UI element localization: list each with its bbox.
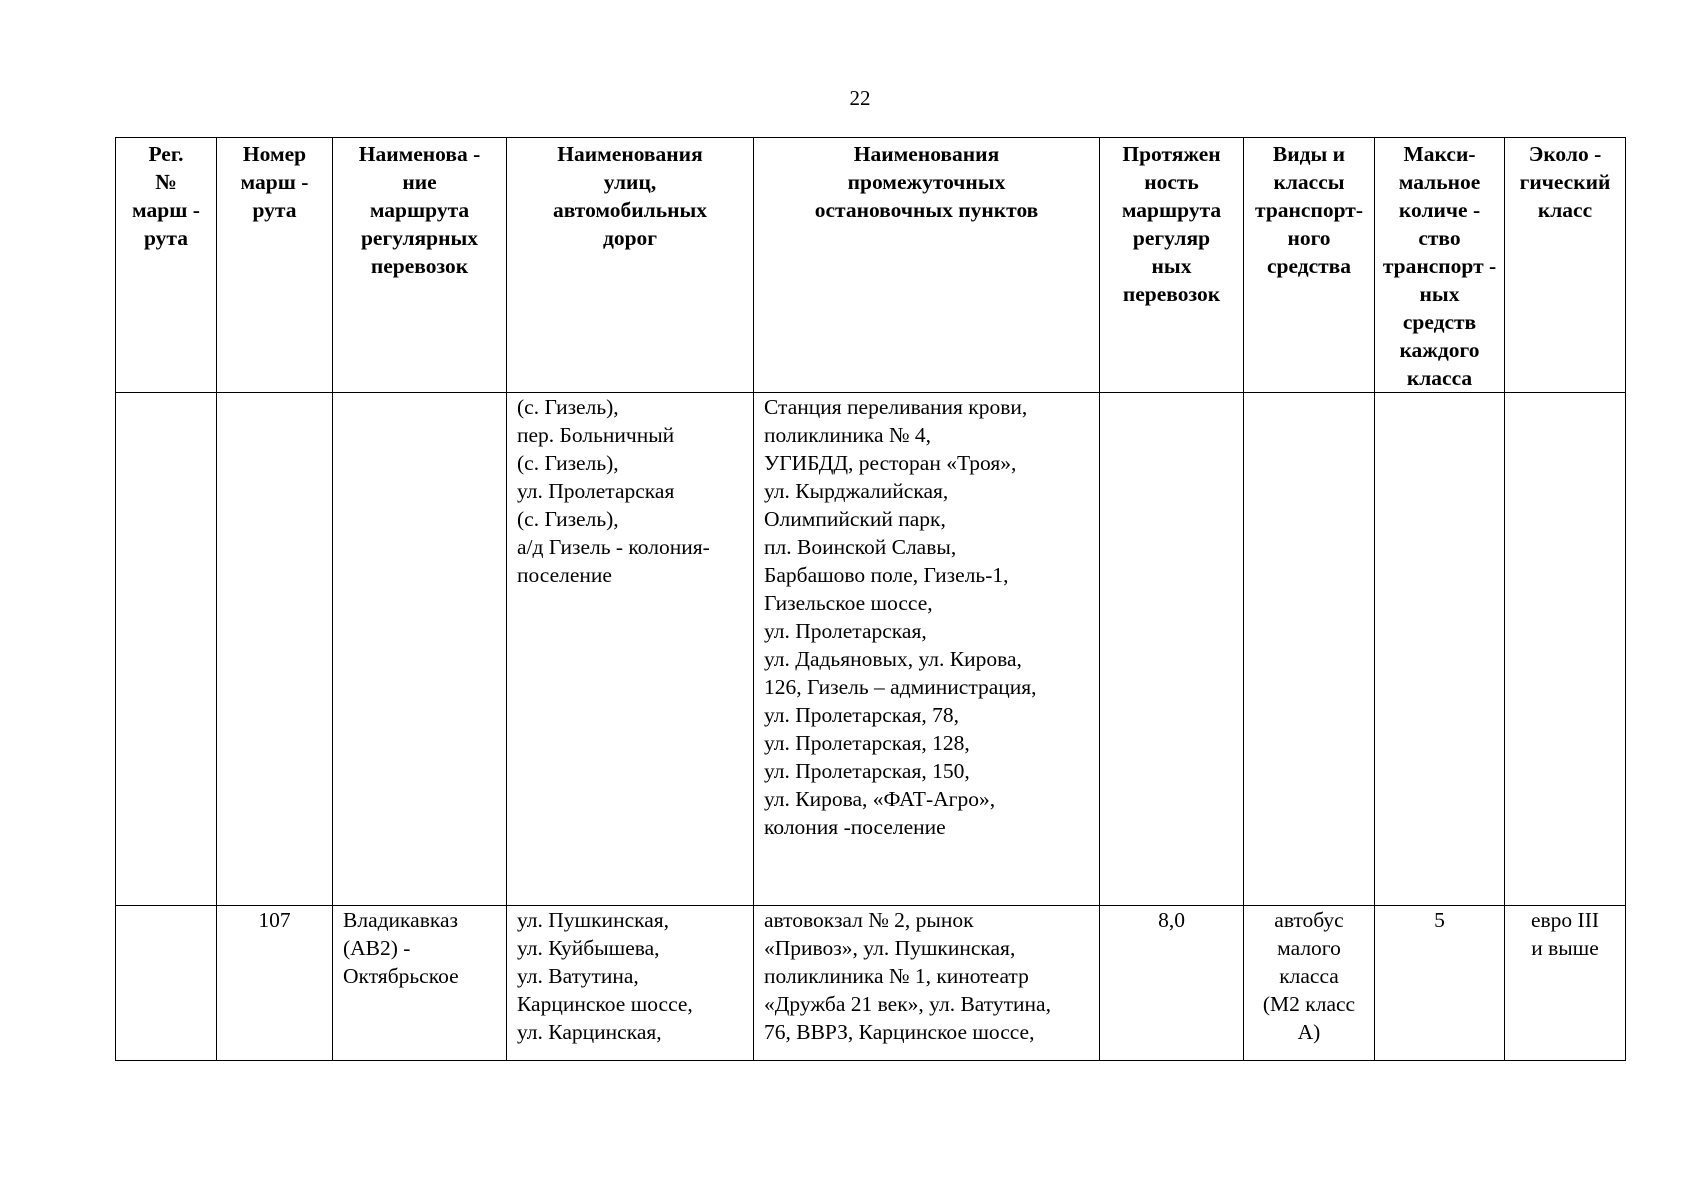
cell-line: количе - xyxy=(1398,198,1481,222)
header-vehicle-type xyxy=(1244,138,1375,393)
cell-line: № xyxy=(155,170,177,194)
cell-line: Барбашово поле, Гизель-1, xyxy=(764,563,1009,587)
cell-line: поселение xyxy=(517,563,612,587)
cell-line: Наименования xyxy=(853,142,1000,166)
table-row xyxy=(116,393,1626,906)
cell-line: каждого xyxy=(1399,338,1480,362)
cell-line: автовокзал № 2, рынок xyxy=(764,908,974,932)
cell-line: пл. Воинской Славы, xyxy=(764,535,957,559)
cell-vehicle-type xyxy=(1244,393,1375,906)
cell-line: Эколо - xyxy=(1528,142,1602,166)
cell-line: марш - xyxy=(240,170,309,194)
cell-line: евро III xyxy=(1530,908,1600,932)
cell-stops xyxy=(754,906,1100,1061)
cell-line: промежуточных xyxy=(847,170,1006,194)
cell-line: Макси- xyxy=(1403,142,1476,166)
cell-line: ул. Пролетарская xyxy=(517,479,675,503)
cell-line: ул. Пролетарская, 128, xyxy=(764,731,970,755)
table-row xyxy=(116,906,1626,1061)
cell-line: маршрута xyxy=(369,198,470,222)
header-max-count xyxy=(1375,138,1505,393)
cell-line: ние xyxy=(402,170,437,194)
cell-line: гический xyxy=(1519,170,1611,194)
cell-eco-class xyxy=(1505,393,1626,906)
cell-reg-number xyxy=(116,393,217,906)
cell-line: классы xyxy=(1273,170,1345,194)
cell-line: мальное xyxy=(1398,170,1481,194)
cell-line: ул. Ватутина, xyxy=(517,964,639,988)
cell-line: транспорт - xyxy=(1382,254,1497,278)
cell-reg-number xyxy=(116,906,217,1061)
cell-line: Октябрьское xyxy=(343,964,459,988)
cell-line: класса xyxy=(1406,366,1473,390)
cell-line: ул. Куйбышева, xyxy=(517,936,660,960)
cell-line: остановочных пунктов xyxy=(814,198,1039,222)
cell-line: ул. Карцинская, xyxy=(517,1020,662,1044)
cell-line: перевозок xyxy=(370,254,469,278)
cell-route-number: 107 xyxy=(217,906,333,1061)
header-length xyxy=(1100,138,1244,393)
cell-max-count: 5 xyxy=(1375,906,1505,1061)
cell-line: автомобильных xyxy=(552,198,708,222)
cell-line: и выше xyxy=(1531,936,1599,960)
cell-length xyxy=(1100,393,1244,906)
cell-line: Наименова - xyxy=(358,142,481,166)
cell-line: Рег. xyxy=(148,142,184,166)
cell-line: Станция переливания крови, xyxy=(764,395,1028,419)
cell-line: средства xyxy=(1266,254,1352,278)
cell-line: (М2 класс xyxy=(1262,992,1356,1016)
cell-line: а/д Гизель - колония- xyxy=(517,535,710,559)
cell-line: пер. Больничный xyxy=(517,423,675,447)
cell-vehicle-type xyxy=(1244,906,1375,1061)
cell-line: поликлиника № 1, кинотеатр xyxy=(764,964,1029,988)
cell-line: Протяжен xyxy=(1122,142,1221,166)
cell-line: малого xyxy=(1277,936,1341,960)
header-reg-number xyxy=(116,138,217,393)
cell-line: рута xyxy=(144,226,188,250)
cell-line: поликлиника № 4, xyxy=(764,423,931,447)
cell-route-number xyxy=(217,393,333,906)
header-route-number xyxy=(217,138,333,393)
cell-line: рута xyxy=(252,198,297,222)
cell-line: ного xyxy=(1287,226,1331,250)
page-number: 22 xyxy=(849,86,871,110)
cell-line: регуляр xyxy=(1132,226,1211,250)
cell-line: 76, ВВРЗ, Карцинское шоссе, xyxy=(764,1020,1035,1044)
cell-line: перевозок xyxy=(1122,282,1221,306)
cell-line: ул. Кирова, «ФАТ-Агро», xyxy=(764,787,996,811)
header-streets xyxy=(507,138,754,393)
cell-route-name xyxy=(333,393,507,906)
cell-line: ство xyxy=(1418,226,1461,250)
cell-line: (с. Гизель), xyxy=(517,451,619,475)
cell-line: (с. Гизель), xyxy=(517,395,619,419)
cell-line: Виды и xyxy=(1272,142,1346,166)
cell-line: ул. Дадьяновых, ул. Кирова, xyxy=(764,647,1022,671)
cell-line: марш - xyxy=(132,198,200,222)
cell-line: ул. Пролетарская, xyxy=(764,619,927,643)
cell-line: ных xyxy=(1419,282,1460,306)
cell-line: А) xyxy=(1297,1020,1321,1044)
cell-line: ул. Пушкинская, xyxy=(517,908,670,932)
header-row xyxy=(116,138,1626,393)
cell-line: Владикавказ xyxy=(343,908,459,932)
cell-line: Номер xyxy=(242,142,307,166)
cell-line: автобус xyxy=(1274,908,1344,932)
cell-stops xyxy=(754,393,1100,906)
cell-streets xyxy=(507,906,754,1061)
cell-line: класса xyxy=(1279,964,1339,988)
header-stops xyxy=(754,138,1100,393)
cell-line: ных xyxy=(1151,254,1192,278)
cell-line: ул. Пролетарская, 78, xyxy=(764,703,959,727)
cell-line: маршрута xyxy=(1121,198,1222,222)
cell-max-count xyxy=(1375,393,1505,906)
cell-line: транспорт- xyxy=(1255,198,1363,222)
cell-line: (с. Гизель), xyxy=(517,507,619,531)
cell-line: средств xyxy=(1402,310,1477,334)
cell-line: класс xyxy=(1537,198,1593,222)
cell-line: регулярных xyxy=(360,226,479,250)
routes-table xyxy=(115,137,1626,1061)
cell-line: колония -поселение xyxy=(764,815,946,839)
cell-line: 126, Гизель – администрация, xyxy=(764,675,1037,699)
cell-line: УГИБДД, ресторан «Троя», xyxy=(764,451,1017,475)
cell-line: Наименования xyxy=(557,142,703,166)
cell-streets xyxy=(507,393,754,906)
header-eco-class xyxy=(1505,138,1626,393)
header-route-name xyxy=(333,138,507,393)
cell-eco-class xyxy=(1505,906,1626,1061)
cell-line: ул. Кырджалийская, xyxy=(764,479,949,503)
cell-line: Гизельское шоссе, xyxy=(764,591,933,615)
cell-line: ул. Пролетарская, 150, xyxy=(764,759,970,783)
cell-line: «Привоз», ул. Пушкинская, xyxy=(764,936,1016,960)
cell-line: Карцинское шоссе, xyxy=(517,992,693,1016)
cell-line: дорог xyxy=(602,226,658,250)
cell-line: улиц, xyxy=(603,170,657,194)
cell-line: ность xyxy=(1144,170,1199,194)
cell-line: (АВ2) - xyxy=(343,936,411,960)
cell-length: 8,0 xyxy=(1100,906,1244,1061)
cell-route-name xyxy=(333,906,507,1061)
cell-line: «Дружба 21 век», ул. Ватутина, xyxy=(764,992,1051,1016)
cell-line: Олимпийский парк, xyxy=(764,507,946,531)
